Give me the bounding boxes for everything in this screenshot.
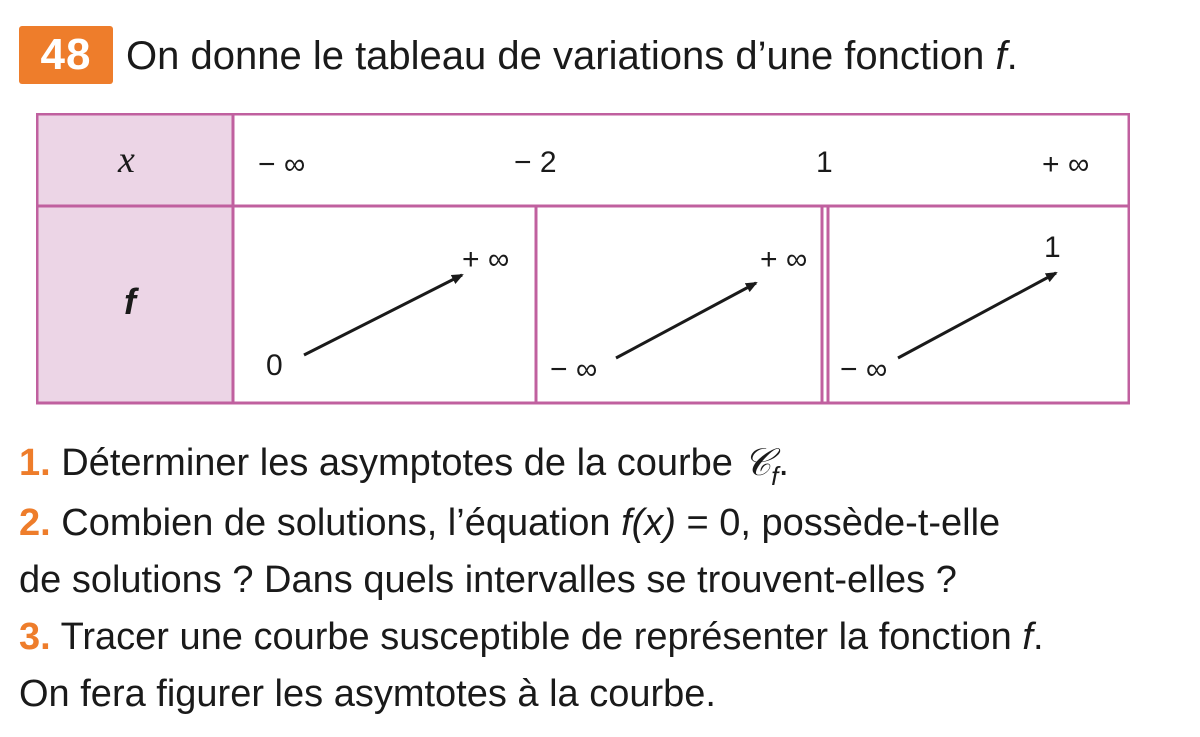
header-column-fill [37, 114, 233, 403]
statement-text: On donne le tableau de variations d’une fonction [126, 34, 996, 78]
question-3-line-1 [19, 609, 1189, 666]
statement-function: f [995, 34, 1007, 78]
exercise-number-badge: 48 [19, 26, 113, 84]
f-value-segment2-end: + ∞ [760, 243, 808, 276]
f-value-segment1-start: 0 [266, 349, 283, 382]
question-2-text-a: Combien de solutions, l’équation [50, 502, 622, 544]
question-2-function-expression: f(x) [621, 502, 676, 544]
question-3-number: 3. [19, 616, 51, 658]
curve-symbol-subscript: f [771, 461, 779, 491]
variation-table [36, 113, 1130, 405]
question-1 [19, 435, 1189, 495]
question-1-text: Déterminer les asymptotes de la courbe [50, 442, 744, 484]
header-x-label: x [118, 139, 135, 181]
exercise-statement [126, 30, 1018, 82]
increase-arrow-2 [616, 283, 756, 358]
curve-symbol: 𝒞 [743, 442, 772, 484]
increase-arrow-1 [304, 275, 462, 355]
f-value-segment1-end: + ∞ [462, 243, 510, 276]
question-3-text-a: Tracer une courbe susceptible de représenter la fonction [50, 616, 1023, 658]
x-value-minus-two: − 2 [514, 146, 557, 179]
question-2-text-b: = 0, possède-t-elle [675, 502, 1001, 544]
increase-arrow-3 [898, 273, 1056, 358]
x-value-plus-infinity: + ∞ [1042, 148, 1090, 181]
question-1-number: 1. [19, 442, 51, 484]
f-value-segment3-start: − ∞ [840, 353, 888, 386]
f-value-segment2-start: − ∞ [550, 353, 598, 386]
x-value-one: 1 [816, 146, 833, 179]
question-3-function: f [1022, 616, 1033, 658]
f-value-segment3-end: 1 [1044, 231, 1061, 264]
question-2-line-2: de solutions ? Dans quels intervalles se trouvent-elles ? [19, 559, 957, 601]
question-3-line-2: On fera figurer les asymtotes à la courbe. [19, 673, 716, 715]
questions-list [19, 435, 1189, 723]
question-1-end: . [778, 442, 789, 484]
x-value-minus-infinity: − ∞ [258, 148, 306, 181]
question-2-number: 2. [19, 502, 51, 544]
question-3-text-b: . [1032, 616, 1044, 658]
statement-end: . [1006, 34, 1018, 78]
question-2-line-1 [19, 495, 1189, 552]
header-f-label: f [124, 281, 136, 322]
